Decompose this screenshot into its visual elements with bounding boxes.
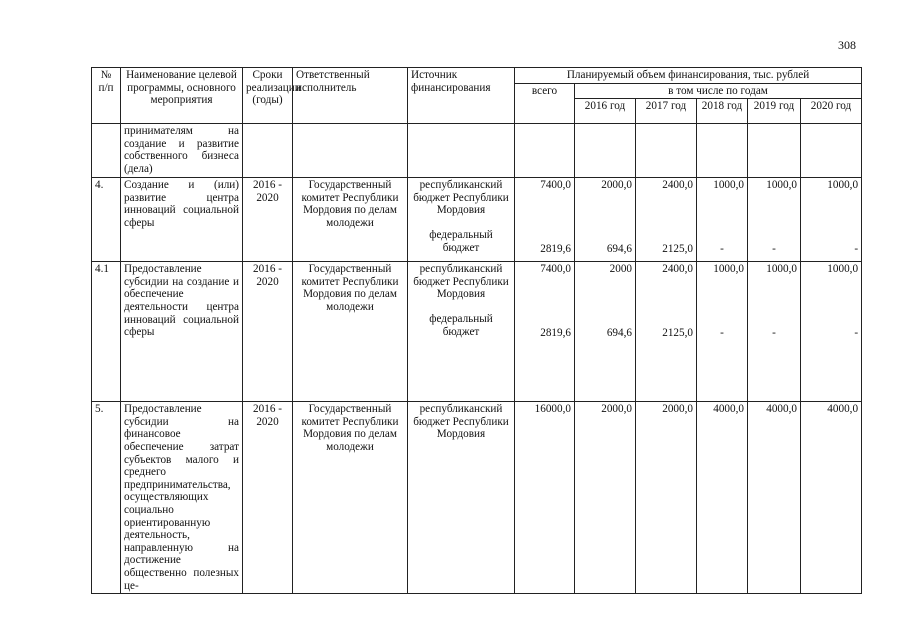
cell-responsible: Государственный комитет Республики Мордовия по делам молодежи — [293, 402, 408, 594]
value-regional: 1000,0 — [766, 179, 797, 192]
value-regional: 2000,0 — [601, 179, 632, 192]
cell-period: 2016 - 2020 — [243, 178, 293, 262]
cell-2020: 4000,0 — [801, 402, 862, 594]
source-federal: федеральный бюджет — [429, 312, 493, 338]
header-by-years: в том числе по годам — [575, 83, 862, 99]
source-regional: республиканский бюджет Республики Мордовия — [413, 179, 509, 217]
cell-2019 — [748, 262, 801, 402]
table-row — [92, 262, 862, 402]
value-federal: - — [720, 326, 724, 339]
value-federal: - — [772, 242, 776, 255]
header-responsible: Ответственный исполнитель — [293, 68, 408, 124]
cell-2018 — [697, 178, 748, 262]
cell-responsible: Государственный комитет Республики Мордовия по делам молодежи — [293, 178, 408, 262]
cell-2017 — [636, 262, 697, 402]
header-year-2018: 2018 год — [697, 99, 748, 124]
value-federal: - — [854, 326, 859, 339]
cell-total: 16000,0 — [515, 402, 575, 594]
cell-2019: 4000,0 — [748, 402, 801, 594]
value-regional: 7400,0 — [540, 263, 571, 276]
header-num: № п/п — [92, 68, 121, 124]
cell-total — [515, 178, 575, 262]
value-federal: 2125,0 — [662, 326, 693, 339]
financing-table — [91, 67, 862, 594]
header-row-1 — [92, 68, 862, 84]
cell-2020 — [801, 262, 862, 402]
cell-source — [408, 178, 515, 262]
header-total: всего — [515, 83, 575, 124]
cell-num: 4.1 — [92, 262, 121, 402]
table-row — [92, 402, 862, 594]
table-row — [92, 178, 862, 262]
source-regional: республиканский бюджет Республики Мордовия — [413, 263, 509, 301]
value-regional: 2000 — [609, 263, 632, 276]
header-year-2019: 2019 год — [748, 99, 801, 124]
value-federal: 2125,0 — [662, 242, 693, 255]
header-period: Сроки реализации (годы) — [243, 68, 293, 124]
cell-2017: 2000,0 — [636, 402, 697, 594]
header-year-2020: 2020 год — [801, 99, 862, 124]
cell-name: Создание и (или) развитие центра инноваций социальной сферы — [121, 178, 243, 262]
source-regional: республиканский бюджет Республики Мордовия — [413, 403, 509, 441]
value-federal: - — [772, 326, 776, 339]
cell-responsible: Государственный комитет Республики Мордовия по делам молодежи — [293, 262, 408, 402]
header-name: Наименование целевой программы, основного мероприятия — [121, 68, 243, 124]
source-federal: федеральный бюджет — [429, 228, 493, 254]
value-federal: - — [720, 242, 724, 255]
value-regional: 7400,0 — [540, 179, 571, 192]
cell-2016 — [575, 262, 636, 402]
cell-2017 — [636, 178, 697, 262]
cell-2020 — [801, 178, 862, 262]
cell-source — [408, 262, 515, 402]
cell-2016 — [575, 178, 636, 262]
cell-total — [515, 262, 575, 402]
value-federal: 694,6 — [606, 326, 632, 339]
value-federal: 2819,6 — [540, 242, 571, 255]
value-federal: 694,6 — [606, 242, 632, 255]
value-federal: - — [854, 242, 859, 255]
page-number: 308 — [838, 38, 856, 52]
cell-period: 2016 - 2020 — [243, 262, 293, 402]
cell-2016: 2000,0 — [575, 402, 636, 594]
value-regional: 2400,0 — [662, 179, 693, 192]
value-regional: 1000,0 — [827, 263, 859, 276]
value-regional: 1000,0 — [827, 179, 859, 192]
cell-num: 4. — [92, 178, 121, 262]
cell-2019 — [748, 178, 801, 262]
value-regional: 2400,0 — [662, 263, 693, 276]
cell-name: Предоставление субсидии на финансовое обеспечение затрат субъектов малого и среднего предпринимательства, осуществляющих социально ориентированную деятельность, направленную на достижение общественно полезных це- — [121, 402, 243, 594]
header-planned: Планируемый объем финансирования, тыс. рублей — [515, 68, 862, 84]
header-year-2016: 2016 год — [575, 99, 636, 124]
cell-2018 — [697, 262, 748, 402]
cell-num: 5. — [92, 402, 121, 594]
cell-continuation-name: принимателям на создание и развитие собственного бизнеса (дела) — [121, 124, 243, 178]
cell-period: 2016 - 2020 — [243, 402, 293, 594]
value-federal: 2819,6 — [540, 326, 571, 339]
cell-source — [408, 402, 515, 594]
value-regional: 1000,0 — [713, 263, 744, 276]
cell-name: Предоставление субсидии на создание и обеспечение деятельности центра инноваций социальной сферы — [121, 262, 243, 402]
value-regional: 1000,0 — [713, 179, 744, 192]
cell-2018: 4000,0 — [697, 402, 748, 594]
header-year-2017: 2017 год — [636, 99, 697, 124]
table-row-continuation — [92, 124, 862, 178]
header-source: Источник финансирования — [408, 68, 515, 124]
value-regional: 1000,0 — [766, 263, 797, 276]
